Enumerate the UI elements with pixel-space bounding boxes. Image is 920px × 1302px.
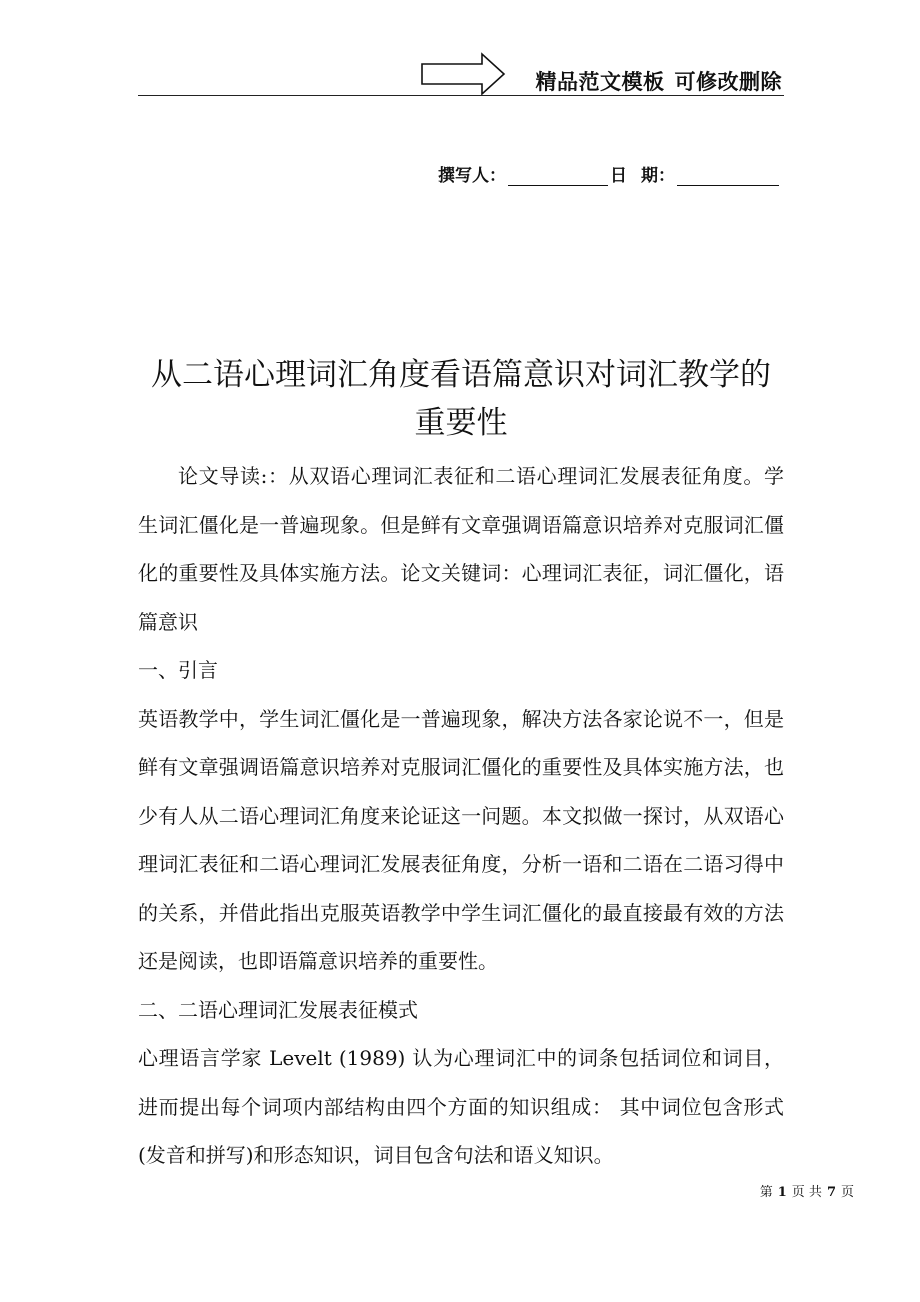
date-label-period: 期：	[641, 166, 675, 186]
arrow-right-icon	[420, 52, 506, 96]
section-heading-introduction: 一、引言	[138, 658, 218, 682]
date-blank[interactable]	[677, 167, 779, 186]
header-rule	[138, 95, 784, 96]
document-body	[138, 452, 784, 1180]
author-date-line	[438, 161, 781, 186]
footer-total-pages: 7	[826, 1185, 836, 1200]
body-paragraph: 英语教学中，学生词汇僵化是一普遍现象，解决方法各家论说不一，但是鲜有文章强调语篇意识培养对克服词汇僵化的重要性及具体实施方法，也少有人从二语心理词汇角度来论证这一问题。本文拟做一探讨，从双语心理词汇表征和二语心理词汇发展表征角度，分析一语和二语在二语习得中的关系，并借此指出克服英语教学中学生词汇僵化的最直接最有效的方法还是阅读，也即语篇意识培养的重要性。	[138, 706, 784, 973]
header-label-editable: 可修改删除	[674, 70, 782, 94]
document-title: 从二语心理词汇角度看语篇意识对词汇教学的重要性	[151, 356, 771, 441]
abstract-paragraph: 论文导读:：从双语心理词汇表征和二语心理词汇发展表征角度。学生词汇僵化是一普遍现象。但是鲜有文章强调语篇意识培养对克服词汇僵化的重要性及具体实施方法。论文关键词：心理词汇表征，词汇僵化，语篇意识	[138, 464, 784, 634]
template-header-label	[536, 66, 783, 96]
author-label: 撰写人：	[438, 166, 506, 186]
header-label-main: 精品范文模板	[535, 70, 665, 94]
author-blank[interactable]	[508, 167, 608, 186]
footer-middle: 页 共	[791, 1185, 822, 1200]
section-heading-model: 二、二语心理词汇发展表征模式	[138, 997, 418, 1022]
body-paragraph: 心理语言学家 Levelt (1989) 认为心理词汇中的词条包括词位和词目，进而提出每个词项内部结构由四个方面的知识组成： 其中词位包含形式(发音和拼写)和形态知识，词目包含句法和语义知识。	[138, 1046, 784, 1167]
footer-prefix: 第	[759, 1185, 773, 1200]
date-label-day: 日	[610, 166, 627, 186]
footer-suffix: 页	[840, 1185, 854, 1200]
page-number-footer	[760, 1181, 854, 1200]
footer-page-number: 1	[777, 1185, 787, 1200]
